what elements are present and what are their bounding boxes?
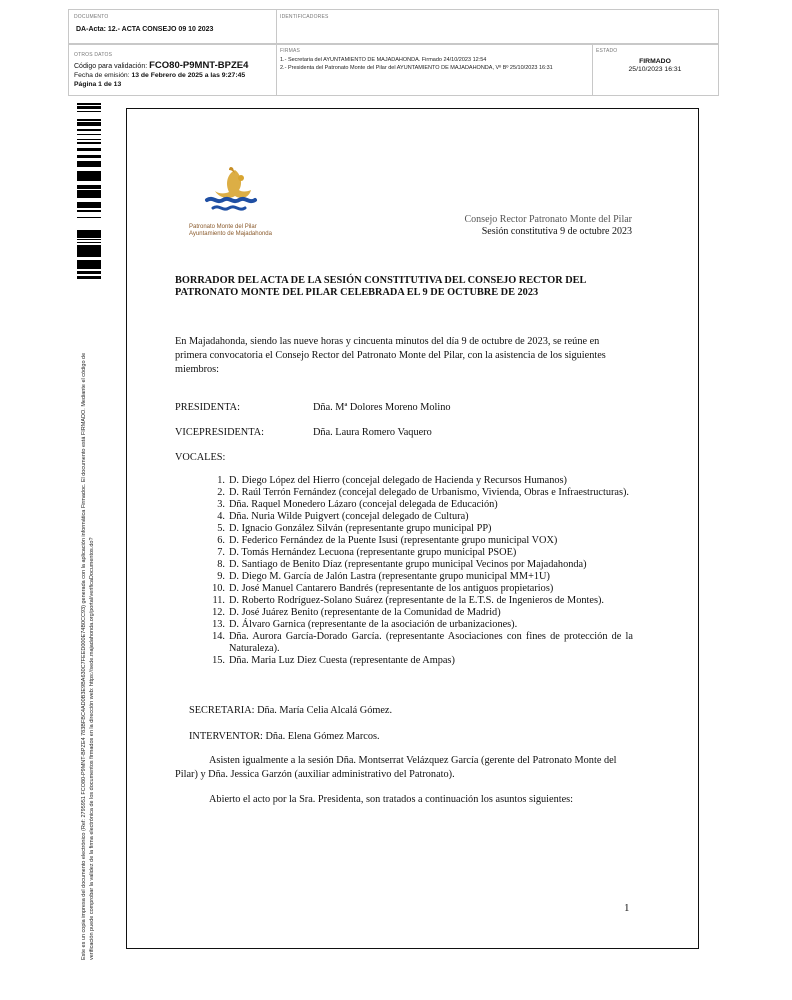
vocal-text: Dña. Aurora García-Dorado García. (representante Asociaciones con fines de protección de la Naturaleza). <box>229 631 633 654</box>
barcode-bar <box>77 119 101 121</box>
header-divider <box>276 45 277 95</box>
interventor-line: INTERVENTOR: Dña. Elena Gómez Marcos. <box>189 731 380 742</box>
barcode-bar <box>77 163 101 165</box>
vocal-number: 12. <box>212 607 225 618</box>
vocal-text: D. Álvaro Garnica (representante de la asociación de urbanizaciones). <box>229 619 518 630</box>
document-page <box>126 108 699 949</box>
barcode-graphic <box>77 103 101 279</box>
vocal-number: 2. <box>217 487 225 498</box>
fecha-value: 13 de Febrero de 2025 a las 9:27:45 <box>131 72 246 79</box>
documento-value-text: DA-Acta: 12.- ACTA CONSEJO 09 10 2023 <box>76 26 214 33</box>
barcode-bar <box>77 188 101 189</box>
header-top-box <box>68 9 719 44</box>
vocal-list-item <box>207 607 632 619</box>
barcode-bar <box>77 239 101 240</box>
barcode-bar <box>77 255 101 257</box>
vocal-number: 6. <box>217 535 225 546</box>
vocal-list-item <box>207 571 632 583</box>
vocales-label: VOCALES: <box>175 452 226 463</box>
barcode-bar <box>77 202 101 205</box>
vocal-list-item <box>207 583 632 595</box>
fecha-emision <box>74 72 245 79</box>
vocal-list-item <box>207 655 632 667</box>
vocal-number: 7. <box>217 547 225 558</box>
presidenta-label: PRESIDENTA: <box>175 402 240 413</box>
vocal-list-item <box>207 595 632 607</box>
codigo-value: FCO80-P9MNT-BPZE4 <box>149 60 249 71</box>
pagina-indicator: Página 1 de 13 <box>74 81 122 88</box>
barcode-bar <box>77 197 101 198</box>
barcode-bar <box>77 139 101 140</box>
barcode-bar <box>77 165 101 167</box>
barcode-bar <box>77 143 101 144</box>
barcode-bar <box>77 245 101 247</box>
fecha-label: Fecha de emisión: <box>74 72 130 79</box>
vocal-list-item <box>207 511 632 523</box>
intro-line-1: En Majadahonda, siendo las nueve horas y cincuenta minutos del día 9 de octubre de 2023, se reúne en <box>175 336 600 347</box>
barcode-bar <box>77 142 101 143</box>
barcode-bar <box>77 276 101 279</box>
barcode-bar <box>77 129 101 131</box>
barcode-bar <box>77 148 101 151</box>
barcode-bar <box>77 175 101 178</box>
vocal-number: 14. <box>212 631 225 642</box>
logo-line-1: Patronato Monte del Pilar <box>189 224 257 230</box>
barcode-bar <box>77 249 101 250</box>
identificadores-label: IDENTIFICADORES <box>280 14 329 20</box>
barcode-bar <box>77 210 101 212</box>
barcode-bar <box>77 262 101 265</box>
barcode-bar <box>77 122 101 125</box>
barcode-bar <box>77 195 101 197</box>
vocal-list-item <box>207 619 632 631</box>
barcode-bar <box>77 252 101 255</box>
side-text-line-2: verificación puede comprobar la validez de la firma electrónica de los documentos firmados en la dirección web: https://sede.majadahonda.org/portal/verificaDocumentos.do? <box>89 537 95 960</box>
secretaria-line: SECRETARIA: Dña. María Celia Alcalá Gómez. <box>189 705 393 716</box>
vocal-number: 11. <box>212 595 225 606</box>
barcode <box>77 103 101 279</box>
barcode-bar <box>77 193 101 195</box>
logo-emblem-icon <box>189 164 279 220</box>
vocal-text: D. Diego M. García de Jalón Lastra (representante grupo municipal MM+1U) <box>229 571 550 582</box>
vocal-number: 3. <box>217 499 225 510</box>
vocal-text: D. Tomás Hernández Lecuona (representante grupo municipal PSOE) <box>229 547 517 558</box>
vocal-text: D. Raúl Terrón Fernández (concejal delegado de Urbanismo, Vivienda, Obras e Infraestructuras). <box>229 487 629 498</box>
vocal-text: Dña. Raquel Monedero Lázaro (concejal delegada de Educación) <box>229 499 498 510</box>
barcode-bar <box>77 271 101 274</box>
barcode-bar <box>77 207 101 208</box>
vicepresidenta-label: VICEPRESIDENTA: <box>175 427 264 438</box>
presidenta-name: Dña. Mª Dolores Moreno Molino <box>313 402 451 413</box>
vocal-text: D. Ignacio González Silván (representante grupo municipal PP) <box>229 523 492 534</box>
page-number: 1 <box>624 902 630 914</box>
vocal-number: 15. <box>212 655 225 666</box>
codigo-validacion <box>74 60 248 71</box>
barcode-bar <box>77 125 101 126</box>
barcode-bar <box>77 260 101 262</box>
barcode-bar <box>77 235 101 238</box>
firmas-label: FIRMAS <box>280 48 301 54</box>
vocal-text: Dña. Maria Luz Diez Cuesta (representante de Ampas) <box>229 655 455 666</box>
barcode-bar <box>77 242 101 243</box>
vocal-list-item <box>207 499 632 511</box>
barcode-bar <box>77 134 101 135</box>
firma-2: 2.- Presidenta del Patronato Monte del Pilar del AYUNTAMIENTO DE MAJADAHONDA, Vº Bº 25/10/2023 16:31 <box>280 65 553 71</box>
patronato-logo <box>189 164 279 244</box>
vocal-text: D. Santiago de Benito Díaz (representante grupo municipal Vecinos por Majadahonda) <box>229 559 587 570</box>
side-text-line-1: Este es un copia impresa del documento electrónico (Ref: 2795951 FCO80-P9MNT-BPZE4 783BFBC4AD0B3E9BA630C7FEED000E74B0CC93) generada con la aplicación informática Firmadoc. El documento está FIRMADO. Mediante el código de <box>81 352 87 960</box>
barcode-bar <box>77 171 101 172</box>
barcode-bar <box>77 111 101 112</box>
vocal-number: 9. <box>217 571 225 582</box>
asisten-line-1: Asisten igualmente a la sesión Dña. Montserrat Velázquez García (gerente del Patronato Monte del <box>209 755 617 766</box>
firma-1: 1.- Secretaria del AYUNTAMIENTO DE MAJADAHONDA. Firmado 24/10/2023 12:54 <box>280 57 487 63</box>
barcode-bar <box>77 217 101 218</box>
barcode-bar <box>77 230 101 231</box>
header-bottom-box <box>68 44 719 96</box>
vocal-number: 1. <box>217 475 225 486</box>
vocal-list-item <box>207 523 632 535</box>
header-divider <box>276 10 277 43</box>
intro-line-2: primera convocatoria el Consejo Rector del Patronato Monte del Pilar, con la asistencia de los siguientes <box>175 350 606 361</box>
vicepresidenta-name: Dña. Laura Romero Vaquero <box>313 427 432 438</box>
barcode-bar <box>77 265 101 267</box>
vocal-list-item <box>207 535 632 547</box>
barcode-bar <box>77 185 101 188</box>
barcode-bar <box>77 155 101 158</box>
barcode-bar <box>77 233 101 235</box>
vocal-text: D. José Manuel Cantarero Bandrés (representante de los antiguos propietarios) <box>229 583 554 594</box>
barcode-bar <box>77 106 101 108</box>
document-title-line-1: BORRADOR DEL ACTA DE LA SESIÓN CONSTITUTIVA DEL CONSEJO RECTOR DEL <box>175 275 587 286</box>
vocal-text: D. Diego López del Hierro (concejal delegado de Hacienda y Recursos Humanos) <box>229 475 567 486</box>
estado-value: FIRMADO <box>639 58 671 65</box>
vocal-list-item <box>207 631 632 655</box>
barcode-bar <box>77 161 101 163</box>
vocal-text: Dña. Nuria Wilde Puigvert (concejal delegado de Cultura) <box>229 511 469 522</box>
vocal-list-item <box>207 559 632 571</box>
vocal-text: D. Roberto Rodríguez-Solano Suárez (representante de la E.T.S. de Ingenieros de Montes). <box>229 595 604 606</box>
documento-label: DOCUMENTO <box>74 14 109 20</box>
codigo-label: Código para validación: <box>74 63 148 70</box>
barcode-bar <box>77 172 101 175</box>
vocal-number: 4. <box>217 511 225 522</box>
intro-line-3: miembros: <box>175 364 220 375</box>
barcode-bar <box>77 250 101 252</box>
vocal-number: 10. <box>212 583 225 594</box>
barcode-bar <box>77 267 101 269</box>
barcode-bar <box>77 178 101 181</box>
documento-value <box>76 26 213 33</box>
logo-line-2: Ayuntamiento de Majadahonda <box>189 231 272 237</box>
barcode-bar <box>77 190 101 192</box>
vocal-number: 13. <box>212 619 225 630</box>
doc-header-line-1: Consejo Rector Patronato Monte del Pilar <box>464 214 632 225</box>
verification-side-text <box>80 300 96 960</box>
estado-fecha: 25/10/2023 16:31 <box>628 66 682 73</box>
barcode-bar <box>77 205 101 207</box>
barcode-bar <box>77 247 101 249</box>
barcode-bar <box>77 103 101 105</box>
estado-label: ESTADO <box>596 48 618 54</box>
barcode-bar <box>77 231 101 233</box>
vocal-list-item <box>207 547 632 559</box>
vocal-number: 5. <box>217 523 225 534</box>
abierto-line: Abierto el acto por la Sra. Presidenta, son tratados a continuación los asuntos siguientes: <box>209 794 574 805</box>
barcode-bar <box>77 108 101 109</box>
vocal-text: D. José Juárez Benito (representante de la Comunidad de Madrid) <box>229 607 501 618</box>
asisten-line-2: Pilar) y Dña. Jessica Garzón (auxiliar administrativo del Patronato). <box>175 769 455 780</box>
vocal-text: D. Federico Fernández de la Puente Isusi (representante grupo municipal VOX) <box>229 535 558 546</box>
doc-header-line-2: Sesión constitutiva 9 de octubre 2023 <box>481 226 632 237</box>
vocal-number: 8. <box>217 559 225 570</box>
otros-datos-label: OTROS DATOS <box>74 52 113 58</box>
vocal-list-item <box>207 475 632 487</box>
document-title-line-2: PATRONATO MONTE DEL PILAR CELEBRADA EL 9 DE OCTUBRE DE 2023 <box>175 287 539 298</box>
barcode-bar <box>77 192 101 193</box>
